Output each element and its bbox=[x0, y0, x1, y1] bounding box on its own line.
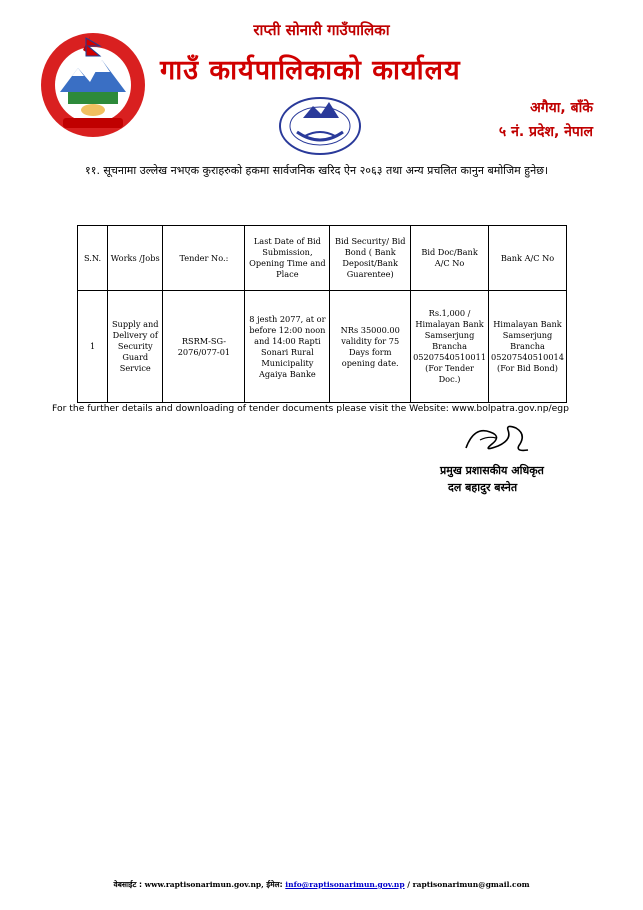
cell-bank-ac: Himalayan Bank Samserjung Brancha 05207540510014 (For Bid Bond) bbox=[489, 291, 567, 403]
nepal-emblem-icon bbox=[38, 30, 148, 140]
office-title: गाउँ कार्यपालिकाको कार्यालय bbox=[160, 55, 461, 86]
cell-bid-security: NRs 35000.00 validity for 75 Days form opening date. bbox=[330, 291, 411, 403]
signature-icon bbox=[462, 422, 532, 458]
header-tender-no: Tender No.: bbox=[163, 226, 245, 291]
cell-sn: 1 bbox=[78, 291, 108, 403]
address-line-1: अगैया, बाँके bbox=[530, 100, 593, 116]
cell-tender-no: RSRM-SG-2076/077-01 bbox=[163, 291, 245, 403]
header-bid-doc: Bid Doc/Bank A/C No bbox=[411, 226, 489, 291]
footer-separator: / bbox=[407, 880, 411, 889]
footer-website[interactable]: www.raptisonarimun.gov.np, bbox=[144, 880, 264, 889]
cell-last-date: 8 jesth 2077, at or before 12:00 noon and 14:00 Rapti Sonari Rural Municipality Agaiya Banke bbox=[245, 291, 330, 403]
cell-works: Supply and Delivery of Security Guard Service bbox=[108, 291, 163, 403]
header-bid-security: Bid Security/ Bid Bond ( Bank Deposit/Bank Guarentee) bbox=[330, 226, 411, 291]
municipality-name: राप्ती सोनारी गाउँपालिका bbox=[253, 21, 390, 39]
header-last-date: Last Date of Bid Submission, Opening Time and Place bbox=[245, 226, 330, 291]
notice-paragraph: ११. सूचनामा उल्लेख नभएक कुराहरुको हकमा सार्वजनिक खरिद ऐन २०६३ तथा अन्य प्रचलित कानुन बमोजिम हुनेछ। bbox=[85, 164, 549, 177]
officer-name: दल बहादुर बस्नेत bbox=[448, 481, 518, 494]
officer-title: प्रमुख प्रशासकीय अधिकृत bbox=[440, 464, 544, 477]
footer bbox=[0, 880, 643, 890]
footnote: For the further details and downloading of tender documents please visit the Website: www.bolpatra.gov.np/egp bbox=[52, 403, 569, 414]
footer-email-2[interactable]: raptisonarimun@gmail.com bbox=[412, 880, 530, 889]
office-seal-icon bbox=[275, 88, 365, 158]
table-header-row bbox=[78, 226, 567, 291]
header-bank-ac: Bank A/C No bbox=[489, 226, 567, 291]
footer-email-link[interactable]: info@raptisonarimun.gov.np bbox=[285, 880, 405, 889]
header-works: Works /Jobs bbox=[108, 226, 163, 291]
header-sn: S.N. bbox=[78, 226, 108, 291]
address-line-2: ५ नं. प्रदेश, नेपाल bbox=[498, 124, 593, 140]
tender-table bbox=[77, 225, 567, 403]
footer-email-label: ईमेल: bbox=[266, 880, 283, 889]
footer-website-label: वेबसाईट : bbox=[113, 880, 142, 889]
cell-bid-doc: Rs.1,000 / Himalayan Bank Samserjung Brancha 05207540510011 (For Tender Doc.) bbox=[411, 291, 489, 403]
table-row bbox=[78, 291, 567, 403]
